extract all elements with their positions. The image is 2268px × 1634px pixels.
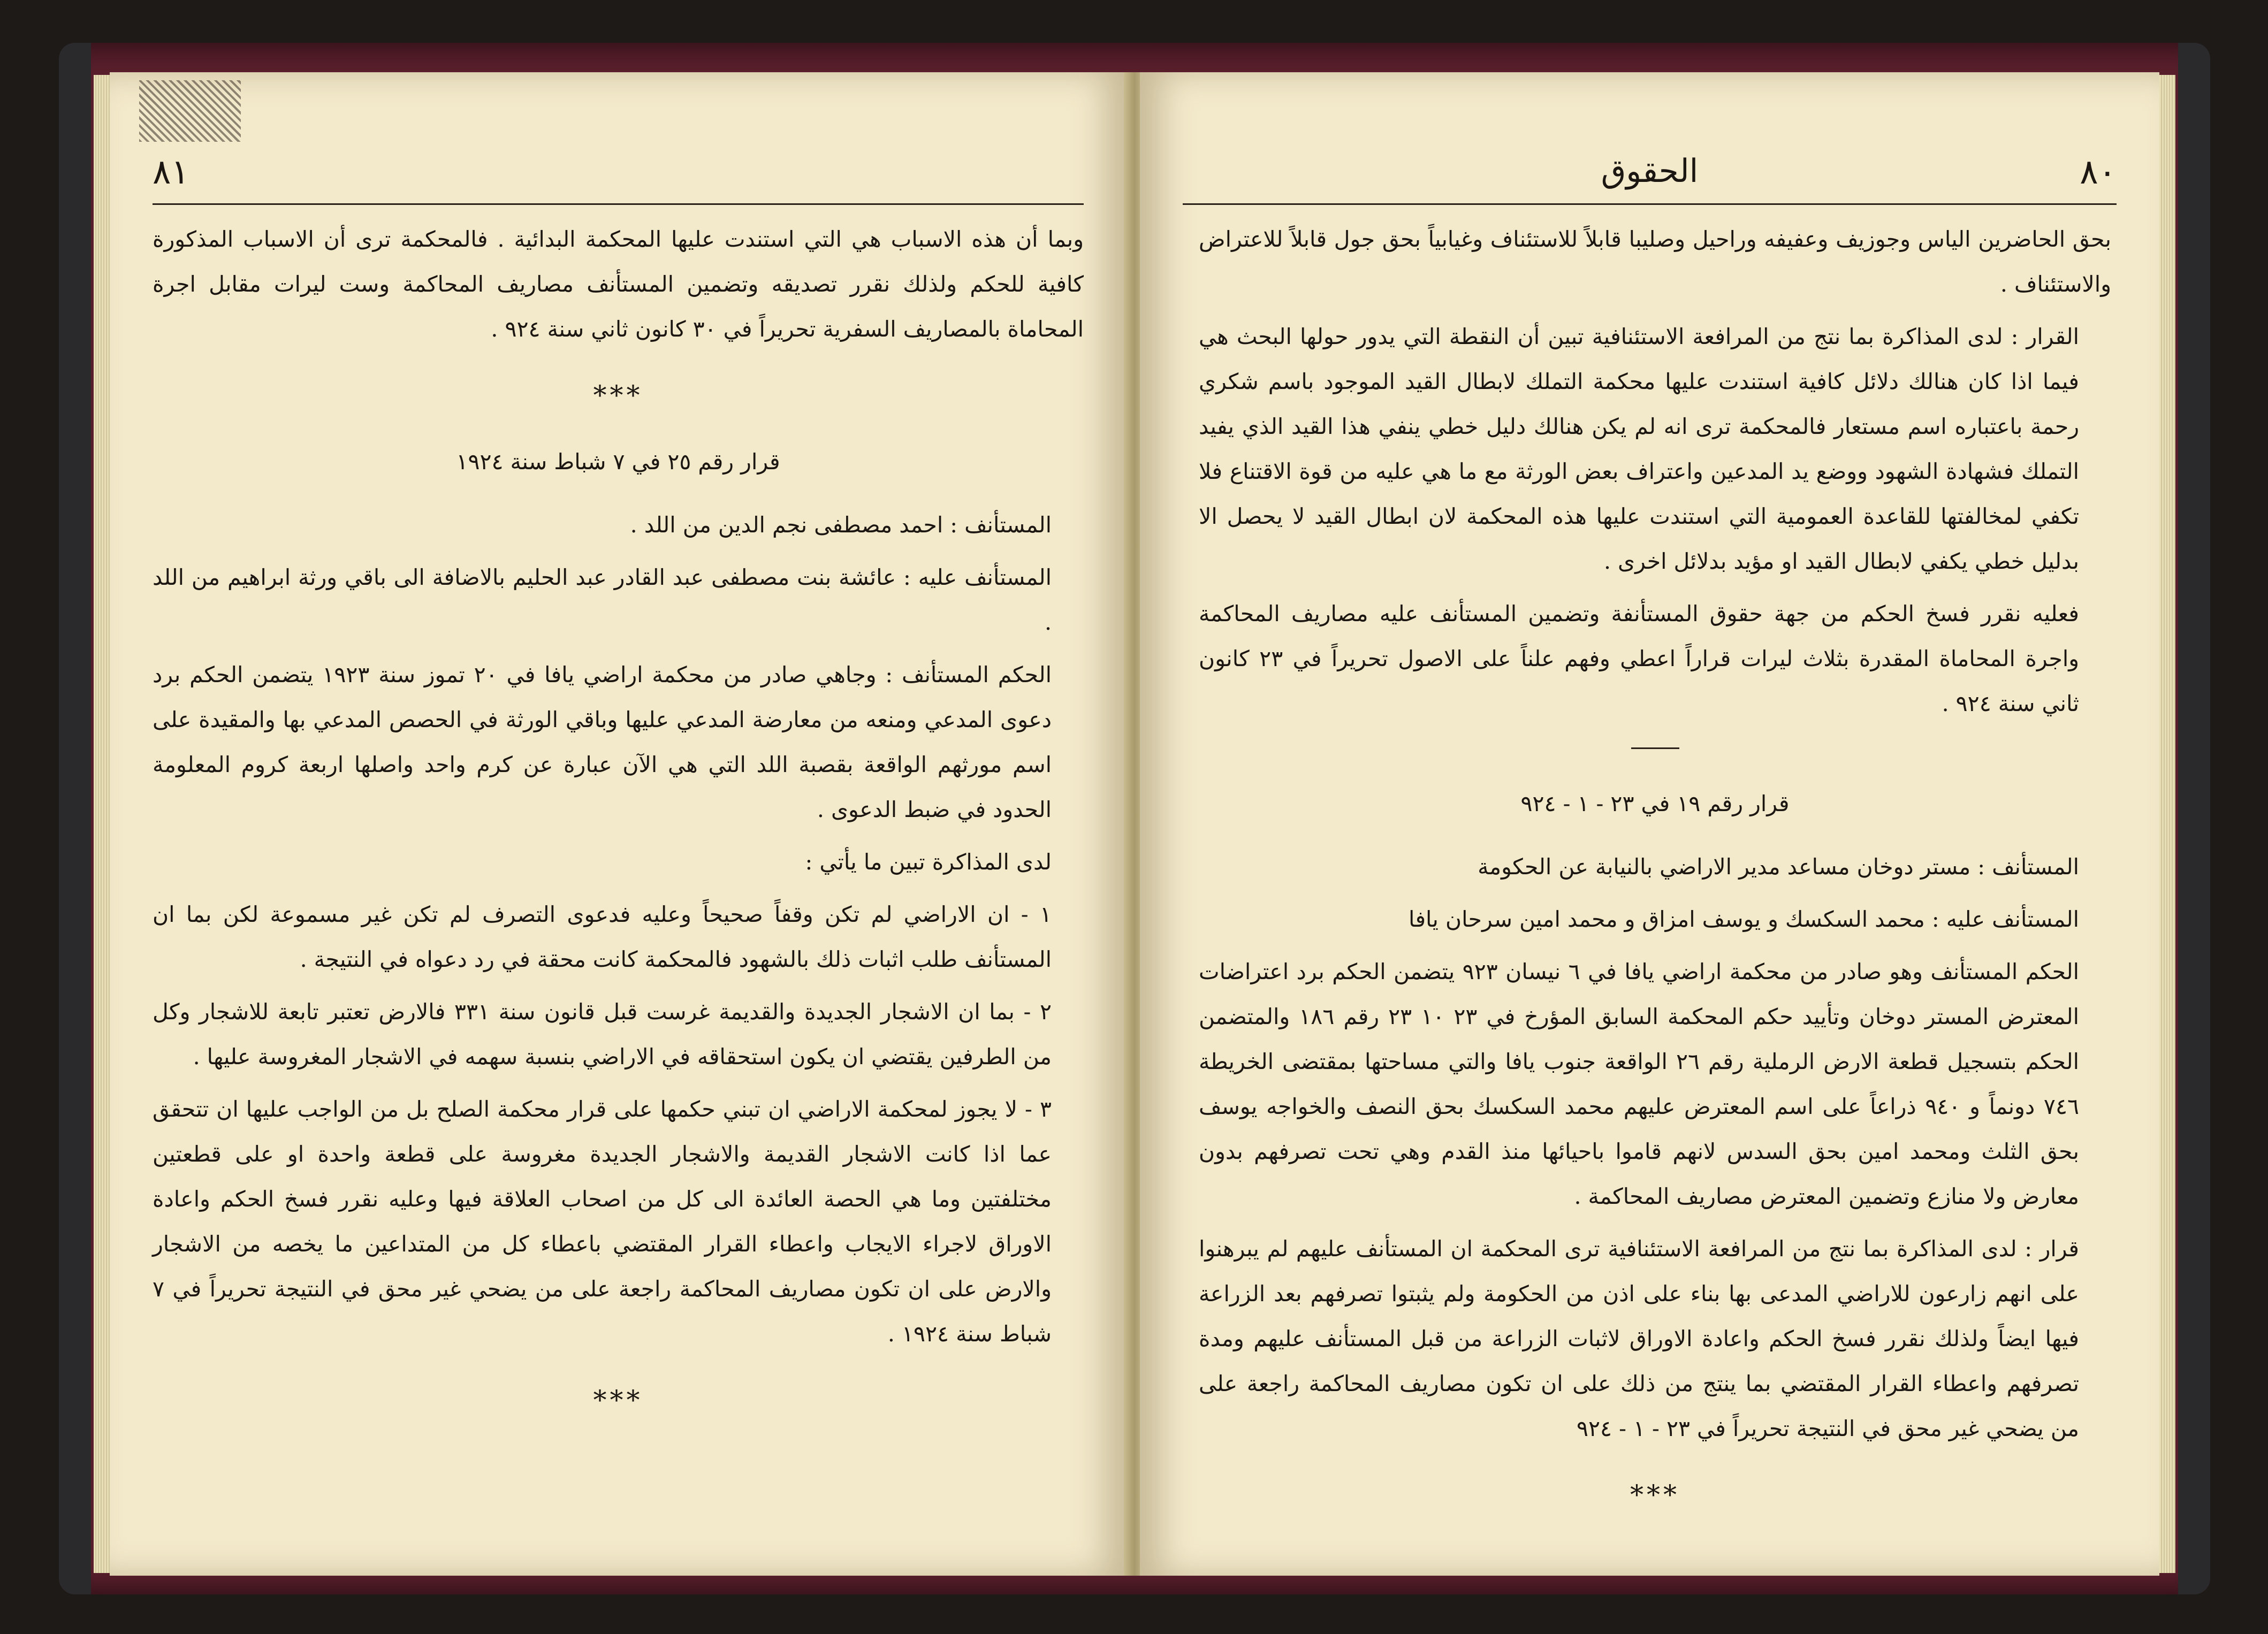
right-page-header (1183, 152, 2117, 201)
left-page-number: ٨١ (153, 152, 189, 192)
paragraph: القرار : لدى المذاكرة بما نتج من المرافعة الاستئنافية تبين أن النقطة التي يدور حولها البحث هي فيما اذا كان هنالك دلائل كافية استندت عليها محكمة التملك لابطال القيد الموجود باسم شكري رحمة باعتباره اسم مستعار فالمحكمة ترى انه لم يكن هنالك دليل خطي ينفي هذا القيد الذي يفيد التملك فشهادة الشهود ووضع يد المدعين واعتراف بعض الورثة مع ما هي عليه من قوة الاقتناع فلا تكفي لمخالفتها للقاعدة العمومية التي استندت عليها هذه المحكمة لان ابطال القيد لا يحصل الا بدليل خطي يكفي لابطال القيد او مؤيد بدلائل اخرى . (1199, 324, 2079, 574)
paragraph: فعليه نقرر فسخ الحكم من جهة حقوق المستأنفة وتضمين المستأنف عليه مصاريف المحاكمة واجرة المحاماة المقدرة بثلاث ليرات قراراً اعطي وفهم علناً على الاصول تحريراً في ٢٣ كانون ثاني سنة ٩٢٤ . (1199, 601, 2080, 716)
decision-title: قرار رقم ٢٥ في ٧ شباط سنة ١٩٢٤ (456, 449, 780, 475)
left-page-body (153, 217, 1084, 1444)
header-rule (153, 203, 1084, 205)
book-spine-edge-right (2178, 43, 2210, 1594)
judgment-paragraph: الحكم المستأنف : وجاهي صادر من محكمة اراضي يافا في ٢٠ تموز سنة ١٩٢٣ يتضمن الحكم برد دعوى المدعي ومنعه من معارضة المدعي عليها وباقي الورثة في الحصص المدعي بها والمقيدة على اسم مورثهم الواقعة بقصبة اللد التي هي الآن عبارة عن كرم واحد واصلها اربعة كروم المعلومة الحدود في ضبط الدعوى . (153, 662, 1052, 822)
running-title: الحقوق (1601, 152, 1699, 190)
section-separator: *** (593, 1385, 643, 1416)
library-stamp (139, 80, 241, 142)
right-page-number: ٨٠ (2080, 152, 2117, 192)
appellant-line: المستأنف : مستر دوخان مساعد مدير الاراضي بالنيابة عن الحكومة (1478, 854, 2079, 880)
point-item: ١ - ان الاراضي لم تكن وقفاً صحيحاً وعليه فدعوى التصرف لم تكن غير مسموعة لكن بما ان المستأنف طلب اثبات ذلك بالشهود فالمحكمة كانت محقة في رد دعواه في النتيجة . (153, 902, 1052, 972)
decision-title: قرار رقم ١٩ في ٢٣ - ١ - ٩٢٤ (1520, 791, 1790, 816)
respondent-line: المستأنف عليه : عائشة بنت مصطفى عبد القادر عبد الحليم بالاضافة الى باقي ورثة ابراهيم من اللد . (153, 564, 1052, 635)
respondent-line: المستأنف عليه : محمد السكسك و يوسف امزاق و محمد امين سرحان يافا (1408, 906, 2079, 932)
header-rule (1183, 203, 2117, 205)
page-stack-right (2157, 75, 2175, 1573)
judgment-paragraph: الحكم المستأنف وهو صادر من محكمة اراضي يافا في ٦ نيسان ٩٢٣ يتضمن الحكم برد اعتراضات المعترض المستر دوخان وتأييد حكم المحكمة السابق المؤرخ في ٢٣ ١٠ ٢٣ رقم ١٨٦ والمتضمن الحكم بتسجيل قطعة الارض الرملية رقم ٢٦ الواقعة جنوب يافا والتي مساحتها بمقتضى الخريطة ٧٤٦ دونماً و ٩٤٠ ذراعاً على اسم المعترض عليهم محمد السكسك بحق النصف والخواجه يوسف بحق الثلث ومحمد امين بحق السدس لانهم قاموا باحيائها منذ القدم وهي تحت تصرفهم بدون معارض ولا منازع وتضمين المعترض مصاريف المحاكمة . (1199, 959, 2079, 1209)
point-item: ٣ - لا يجوز لمحكمة الاراضي ان تبني حكمها على قرار محكمة الصلح بل من الواجب عليها ان تتحقق عما اذا كانت الاشجار القديمة والاشجار الجديدة مغروسة على قطعة واحدة او على قطعتين مختلفتين وما هي الحصة العائدة الى كل من اصحاب العلاقة فيها وعليه نقرر فسخ الحكم واعادة الاوراق لاجراء الايجاب واعطاء القرار المقتضي باعطاء كل من المتداعين ما يخصه من الاشجار والارض على ان تكون مصاريف المحاكمة راجعة على من يضحي غير محق في النتيجة تحريراً في ٧ شباط سنة ١٩٢٤ . (153, 1096, 1052, 1347)
point-item: ٢ - بما ان الاشجار الجديدة والقديمة غرست قبل قانون سنة ٣٣١ فالارض تعتبر تابعة للاشجار وكل من الطرفين يقتضي ان يكون استحقاقه في الاراضي بنسبة سهمه في الاشجار المغروسة عليها . (153, 999, 1052, 1070)
book-spine-edge-left (59, 43, 91, 1594)
section-rule (1631, 747, 1679, 749)
deliberation-intro: لدى المذاكرة تبين ما يأتي : (805, 849, 1052, 875)
paragraph: بحق الحاضرين الياس وجوزيف وعفيفه وراحيل وصليبا قابلاً للاستئناف وغيابياً بحق جول قابلاً للاعتراض والاستئناف . (1199, 226, 2111, 297)
paragraph: وبما أن هذه الاسباب هي التي استندت عليها المحكمة البدائية . فالمحكمة ترى أن الاسباب المذكورة كافية للحكم ولذلك نقرر تصديقه وتضمين المستأنف مصاريف المحاكمة وست ليرات مقابل اجرة المحاماة بالمصاريف السفرية تحريراً في ٣٠ كانون ثاني سنة ٩٢٤ . (153, 226, 1084, 342)
right-page-body (1199, 217, 2111, 1539)
left-page-header (153, 152, 1084, 201)
right-page (1140, 72, 2159, 1576)
section-separator: *** (593, 380, 643, 411)
left-page (110, 72, 1127, 1576)
decision-paragraph: قرار : لدى المذاكرة بما نتج من المرافعة الاستئنافية ترى المحكمة ان المستأنف عليهم لم يبرهنوا على انهم زارعون للاراضي المدعى بها بناء على اذن من الحكومة ولم يثبتوا تصرفهم بعد الزراعة فيها ايضاً ولذلك نقرر فسخ الحكم واعادة الاوراق لاثبات الزراعة من قبل المستأنف عليهم ومدة تصرفهم واعطاء القرار المقتضي بما ينتج من ذلك على ان تكون مصاريف المحاكمة راجعة على من يضحي غير محق في النتيجة تحريراً في ٢٣ - ١ - ٩٢٤ (1199, 1236, 2079, 1441)
section-separator: *** (1630, 1479, 1680, 1510)
appellant-line: المستأنف : احمد مصطفى نجم الدين من اللد . (630, 512, 1052, 538)
